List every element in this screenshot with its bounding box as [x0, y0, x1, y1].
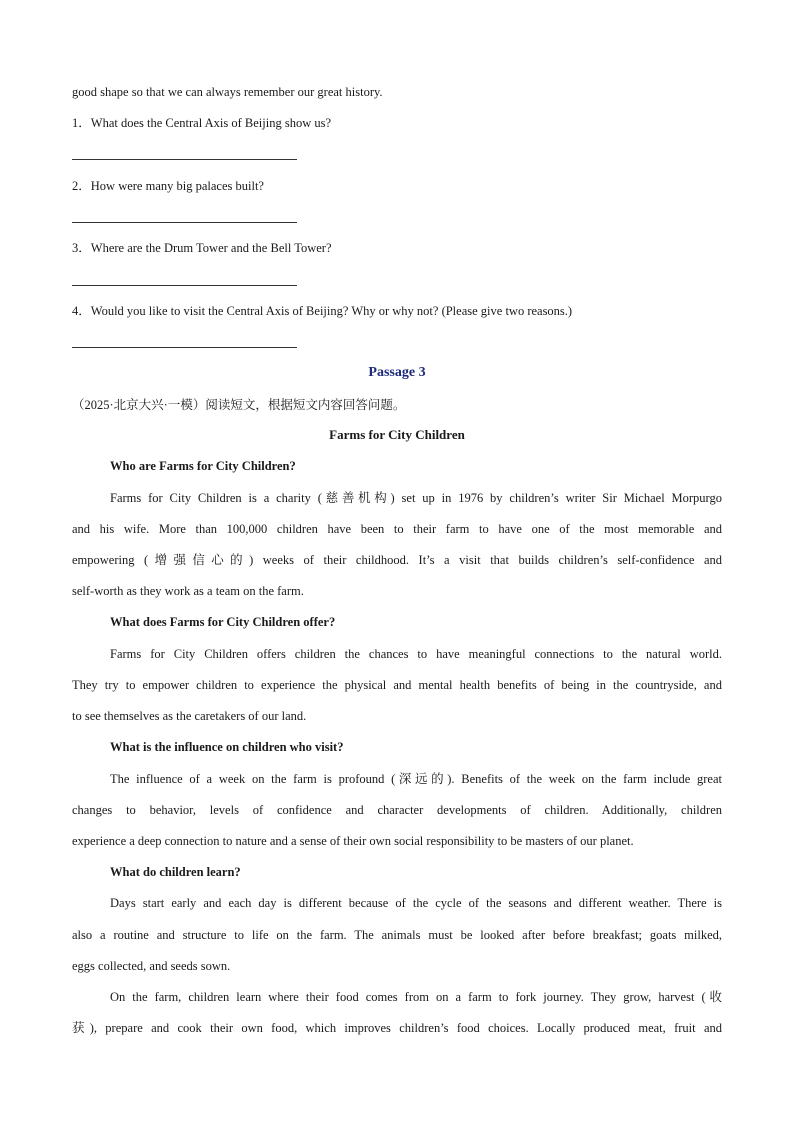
passage-title: Passage 3: [368, 365, 426, 380]
paragraph-line: Farms for City Children is a charity (慈善机构) set up in 1976 by children’s writer Sir Michael Morpurgo: [110, 491, 722, 505]
question-number: 3．: [72, 241, 91, 255]
answer-line-1[interactable]: [72, 159, 297, 160]
question-3: [72, 240, 722, 256]
question-1: [72, 115, 722, 131]
paragraph-line: They try to empower children to experience the physical and mental health benefits of being in the countryside, and: [72, 678, 722, 692]
section-heading: What do children learn?: [110, 865, 241, 879]
question-text: Would you like to visit the Central Axis of Beijing? Why or why not? (Please give two reasons.): [90, 304, 573, 318]
answer-line-2[interactable]: [72, 222, 297, 223]
intro-last-line: good shape so that we can always remember our great history.: [72, 85, 383, 99]
paragraph-line: to see themselves as the caretakers of our land.: [72, 709, 307, 723]
question-text: Where are the Drum Tower and the Bell Tower?: [90, 241, 332, 255]
paragraph-line: also a routine and structure to life on the farm. The animals must be looked after before breakfast; goats milked,: [72, 928, 722, 942]
question-2: [72, 178, 722, 194]
paragraph-line: Days start early and each day is different because of the cycle of the seasons and different weather. There is: [110, 896, 722, 910]
paragraph-line: experience a deep connection to nature and a sense of their own social responsibility to be masters of our planet.: [72, 834, 634, 848]
paragraph-line: empowering (增强信心的) weeks of their childhood. It’s a visit that builds children’s self-confidence and: [72, 553, 722, 567]
paragraph-line: 获), prepare and cook their own food, which improves children’s food choices. Locally produced meat, fruit and: [72, 1021, 722, 1035]
section-heading: Who are Farms for City Children?: [110, 459, 296, 473]
question-number: 1．: [72, 116, 91, 130]
paragraph-line: The influence of a week on the farm is profound (深远的). Benefits of the week on the farm include great: [110, 772, 722, 786]
paragraph-line: On the farm, children learn where their food comes from on a farm to fork journey. They grow, harvest (收: [110, 990, 722, 1004]
article-title: Farms for City Children: [329, 427, 465, 442]
answer-line-3[interactable]: [72, 285, 297, 286]
passage-source: （2025·北京大兴·一模）阅读短文，根据短文内容回答问题。: [72, 398, 406, 412]
paragraph-line: Farms for City Children offers children the chances to have meaningful connections to the natural world.: [110, 647, 722, 661]
section-heading: What is the influence on children who visit?: [110, 740, 344, 754]
paragraph-line: and his wife. More than 100,000 children have been to their farm to have one of the most memorable and: [72, 522, 722, 536]
question-text: What does the Central Axis of Beijing show us?: [90, 116, 332, 130]
question-4: [72, 303, 722, 319]
question-number: 4．: [72, 304, 91, 318]
paragraph-line: eggs collected, and seeds sown.: [72, 959, 231, 973]
question-text: How were many big palaces built?: [90, 179, 264, 193]
answer-line-4[interactable]: [72, 347, 297, 348]
section-heading: What does Farms for City Children offer?: [110, 615, 336, 629]
question-number: 2．: [72, 179, 91, 193]
paragraph-line: self-worth as they work as a team on the farm.: [72, 584, 304, 598]
paragraph-line: changes to behavior, levels of confidence and character developments of children. Additionally, children: [72, 803, 722, 817]
